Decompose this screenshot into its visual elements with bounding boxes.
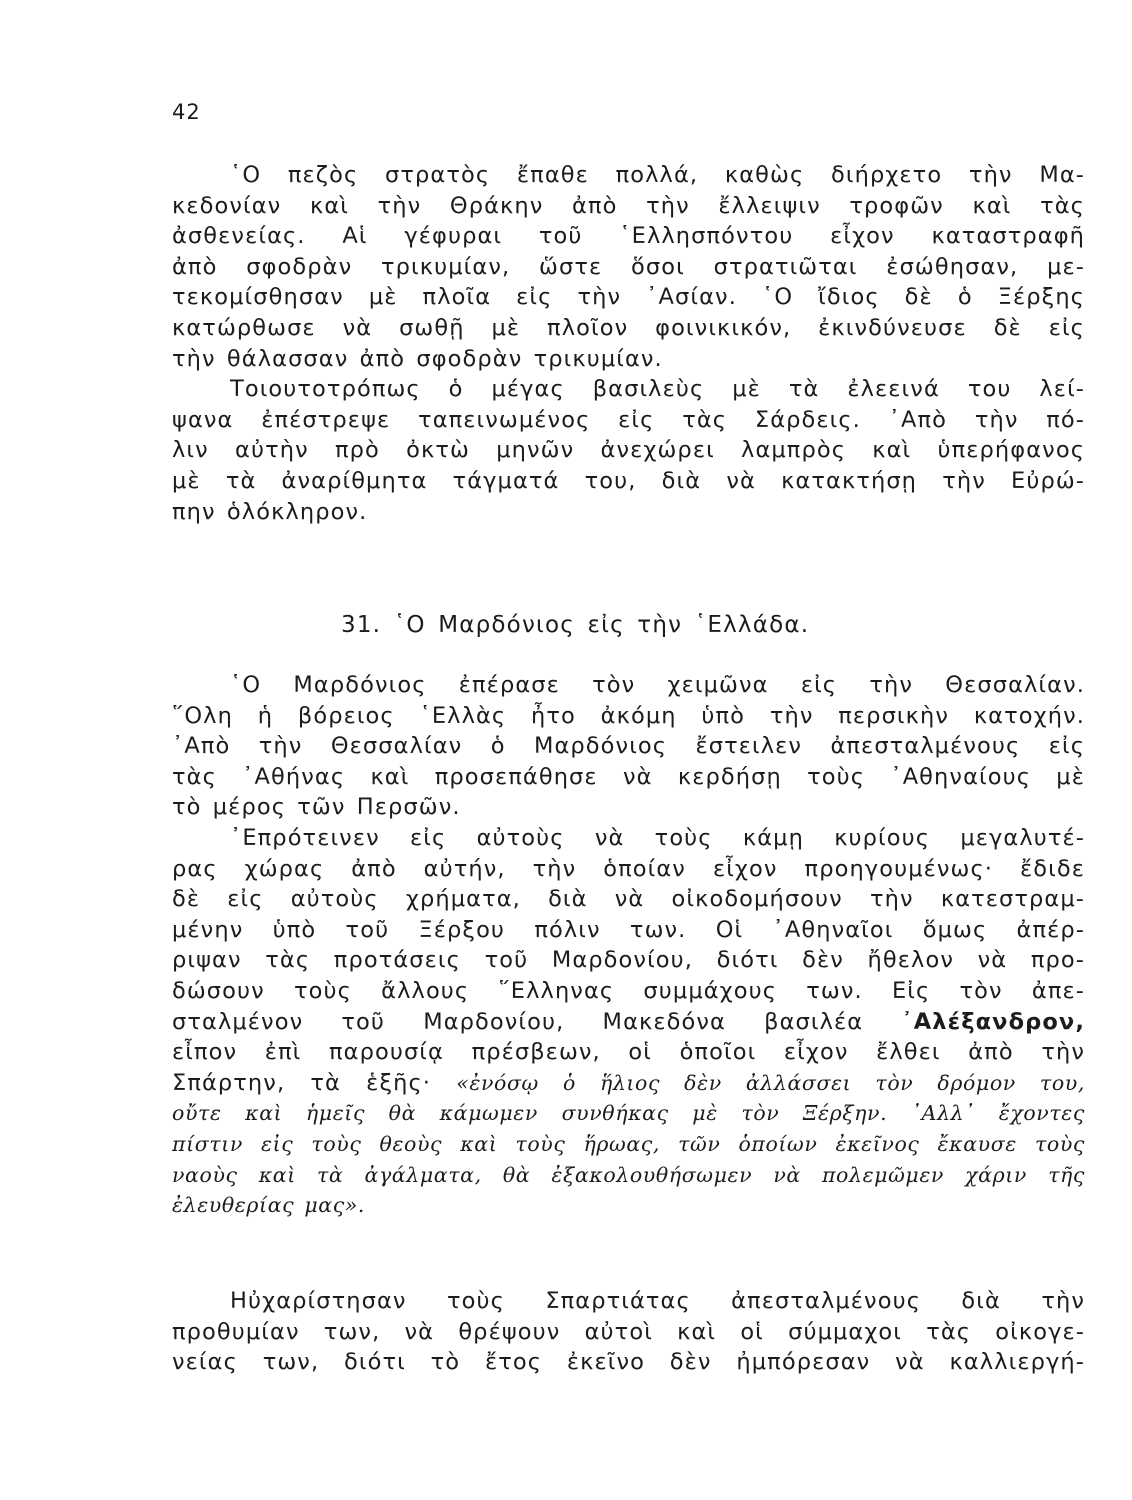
quote-line: ναοὺς καὶ τὰ ἀγάλματα, θὰ ἐξακολουθήσωμεν νὰ πολεμῶμεν χάριν τῆς	[172, 1162, 1085, 1187]
text-line: ῞Ολη ἡ βόρειος ῾Ελλὰς ἦτο ἀκόμη ὑπὸ τὴν περσικὴν κατοχήν.	[172, 702, 1085, 729]
text-line: ριψαν τὰς προτάσεις τοῦ Μαρδονίου, διότι δὲν ἤθελον νὰ προ-	[172, 947, 1085, 974]
text-line: ῾Ο Μαρδόνιος ἐπέρασε τὸν χειμῶνα εἰς τὴν Θεσσαλίαν.	[230, 672, 1085, 698]
text-fragment: σταλμένον τοῦ Μαρδονίου, Μακεδόνα βασιλέα	[172, 1008, 864, 1035]
text-line: ῾Ο πεζὸς στρατὸς ἔπαθε πολλά, καθὼς διήρχετο τὴν Μα-	[230, 162, 1085, 188]
text-line: μένην ὑπὸ τοῦ Ξέρξου πόλιν των. Οἱ ᾿Αθηναῖοι ὅμως ἀπέρ-	[172, 916, 1085, 943]
text-line: δὲ εἰς αὐτοὺς χρήματα, διὰ νὰ οἰκοδομήσουν τὴν κατεστραμ-	[172, 886, 1085, 913]
text-line: προθυμίαν των, νὰ θρέψουν αὐτοὶ καὶ οἱ σύμμαχοι τὰς οἰκογε-	[172, 1318, 1085, 1345]
text-line: λιν αὐτὴν πρὸ ὀκτὼ μηνῶν ἀνεχώρει λαμπρὸς καὶ ὑπερήφανος	[172, 437, 1085, 464]
text-line: ρας χώρας ἀπὸ αὐτήν, τὴν ὁποίαν εἶχον προηγουμένως· ἔδιδε	[172, 855, 1085, 882]
quote-start: «ἐνόσῳ ὁ ἥλιος δὲν ἀλλάσσει τὸν δρόμον του,	[456, 1070, 1085, 1095]
paragraph-block-3	[172, 1286, 1085, 1378]
text-line: τὸ μέρος τῶν Περσῶν.	[172, 794, 461, 821]
bold-name: ᾿Αλέξανδρον,	[901, 1008, 1085, 1035]
quote-line: ἐλευθερίας μας».	[172, 1193, 366, 1218]
text-line: ἀπὸ σφοδρὰν τρικυμίαν, ὥστε ὅσοι στρατιῶται ἐσώθησαν, με-	[172, 253, 1085, 280]
text-line: τὴν θάλασσαν ἀπὸ σφοδρὰν τρικυμίαν.	[172, 345, 663, 372]
paragraph-block-2	[172, 670, 1085, 1221]
text-line: τὰς ᾿Αθήνας καὶ προσεπάθησε νὰ κερδήσῃ τοὺς ᾿Αθηναίους μὲ	[172, 763, 1085, 790]
text-line-with-name	[172, 1007, 1085, 1038]
text-line: ἀσθενείας. Αἱ γέφυραι τοῦ ῾Ελλησπόντου εἶχον καταστραφῆ	[172, 223, 1085, 250]
text-line: κεδονίαν καὶ τὴν Θράκην ἀπὸ τὴν ἔλλειψιν τροφῶν καὶ τὰς	[172, 192, 1085, 219]
text-line: Ηὐχαρίστησαν τοὺς Σπαρτιάτας ἀπεσταλμένους διὰ τὴν	[230, 1288, 1085, 1314]
text-line: ψανα ἐπέστρεψε ταπεινωμένος εἰς τὰς Σάρδεις. ᾿Απὸ τὴν πό-	[172, 406, 1085, 433]
paragraph-block-1	[172, 160, 1085, 527]
text-line: νείας των, διότι τὸ ἔτος ἐκεῖνο δὲν ἠμπόρεσαν νὰ καλλιεργή-	[172, 1349, 1085, 1376]
text-line: κατώρθωσε νὰ σωθῇ μὲ πλοῖον φοινικικόν, ἐκινδύνευσε δὲ εἰς	[172, 314, 1085, 341]
text-line: ᾿Απὸ τὴν Θεσσαλίαν ὁ Μαρδόνιος ἔστειλεν ἀπεσταλμένους εἰς	[172, 733, 1085, 760]
text-line: δώσουν τοὺς ἄλλους ῞Ελληνας συμμάχους των. Εἰς τὸν ἀπε-	[172, 977, 1085, 1004]
text-line: Τοιουτοτρόπως ὁ μέγας βασιλεὺς μὲ τὰ ἐλεεινά του λεί-	[230, 376, 1085, 403]
text-line: πην ὁλόκληρον.	[172, 498, 368, 525]
text-line: τεκομίσθησαν μὲ πλοῖα εἰς τὴν ᾿Ασίαν. ῾Ο ἴδιος δὲ ὁ Ξέρξης	[172, 284, 1085, 311]
text-line: μὲ τὰ ἀναρίθμητα τάγματά του, διὰ νὰ κατακτήσῃ τὴν Εὐρώ-	[172, 467, 1085, 494]
text-line-with-quote	[172, 1068, 1085, 1099]
section-heading: 31. ῾Ο Μαρδόνιος εἰς τὴν ῾Ελλάδα.	[341, 612, 810, 638]
text-fragment: Σπάρτην, τὰ ἑξῆς·	[172, 1069, 432, 1096]
quote-line: οὔτε καὶ ἡμεῖς θὰ κάμωμεν συνθήκας μὲ τὸν Ξέρξην. ᾿Αλλ᾿ ἔχοντες	[172, 1101, 1085, 1126]
page-number: 42	[172, 100, 201, 124]
text-line: εἶπον ἐπὶ παρουσίᾳ πρέσβεων, οἱ ὁποῖοι εἶχον ἔλθει ἀπὸ τὴν	[172, 1039, 1085, 1066]
text-line: ᾿Επρότεινεν εἰς αὐτοὺς νὰ τοὺς κάμῃ κυρίους μεγαλυτέ-	[230, 824, 1085, 851]
quote-line: πίστιν εἰς τοὺς θεοὺς καὶ τοὺς ἥρωας, τῶν ὁποίων ἐκεῖνος ἔκαυσε τοὺς	[172, 1131, 1085, 1156]
